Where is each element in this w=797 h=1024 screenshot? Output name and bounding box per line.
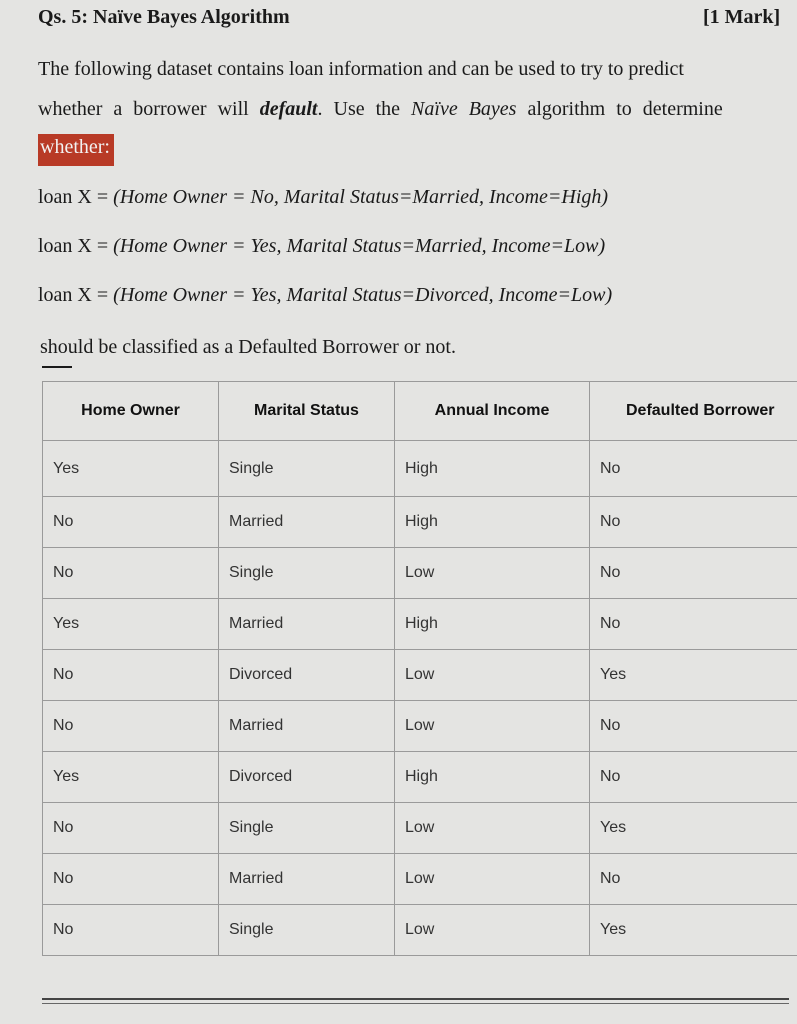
header-defaulted-borrower: Defaulted Borrower xyxy=(590,382,797,441)
cell-home-owner: No xyxy=(43,854,219,905)
cell-annual-income: High xyxy=(395,599,590,650)
loan-case-prefix: loan X = xyxy=(38,186,114,208)
cell-annual-income: Low xyxy=(395,548,590,599)
cell-annual-income: High xyxy=(395,497,590,548)
loan-case-prefix: loan X = xyxy=(38,284,114,306)
question-line-3 xyxy=(38,136,114,159)
cell-home-owner: Yes xyxy=(43,599,219,650)
cell-annual-income: Low xyxy=(395,803,590,854)
cell-home-owner: No xyxy=(43,701,219,752)
cell-defaulted: No xyxy=(590,441,797,497)
table-row xyxy=(43,441,797,497)
question-title: Qs. 5: Naïve Bayes Algorithm xyxy=(38,6,290,28)
cell-defaulted: No xyxy=(590,599,797,650)
table-row xyxy=(43,548,797,599)
cell-marital-status: Married xyxy=(219,497,395,548)
cell-home-owner: Yes xyxy=(43,441,219,497)
question-line-1: The following dataset contains loan information and can be used to try to predict xyxy=(38,58,684,80)
cell-defaulted: No xyxy=(590,854,797,905)
cell-marital-status: Single xyxy=(219,803,395,854)
cell-marital-status: Single xyxy=(219,905,395,956)
question-line-2 xyxy=(38,98,723,121)
loan-case-text: (Home Owner = Yes, Marital Status=Divorced, Income=Low) xyxy=(113,284,613,306)
cell-home-owner: No xyxy=(43,548,219,599)
line2-text-a: whether a borrower will xyxy=(38,98,260,120)
cell-marital-status: Married xyxy=(219,701,395,752)
short-dash xyxy=(42,366,72,368)
cell-defaulted: Yes xyxy=(590,905,797,956)
cell-marital-status: Single xyxy=(219,548,395,599)
highlighted-whether: whether: xyxy=(38,134,114,166)
question-line-4: should be classified as a Defaulted Borrower or not. xyxy=(40,336,456,358)
cell-defaulted: Yes xyxy=(590,650,797,701)
cell-home-owner: Yes xyxy=(43,752,219,803)
cell-home-owner: No xyxy=(43,905,219,956)
cell-annual-income: High xyxy=(395,441,590,497)
cell-marital-status: Divorced xyxy=(219,650,395,701)
cell-marital-status: Divorced xyxy=(219,752,395,803)
question-marks: [1 Mark] xyxy=(703,6,781,28)
table-row xyxy=(43,905,797,956)
header-annual-income: Annual Income xyxy=(395,382,590,441)
loan-case-1 xyxy=(38,186,608,209)
table-header-row xyxy=(43,382,797,441)
loan-case-2 xyxy=(38,235,605,258)
table-row xyxy=(43,497,797,548)
cell-defaulted: No xyxy=(590,497,797,548)
loan-case-prefix: loan X = xyxy=(38,235,114,257)
cell-marital-status: Married xyxy=(219,599,395,650)
cell-home-owner: No xyxy=(43,650,219,701)
table-row xyxy=(43,752,797,803)
table-row xyxy=(43,599,797,650)
loan-case-text: (Home Owner = Yes, Marital Status=Married, Income=Low) xyxy=(113,235,606,257)
table-row xyxy=(43,854,797,905)
cell-defaulted: Yes xyxy=(590,803,797,854)
bottom-rule-thin xyxy=(42,1003,789,1004)
cell-marital-status: Married xyxy=(219,854,395,905)
cell-defaulted: No xyxy=(590,548,797,599)
cell-annual-income: Low xyxy=(395,905,590,956)
cell-marital-status: Single xyxy=(219,441,395,497)
cell-defaulted: No xyxy=(590,752,797,803)
line2-naive-bayes: Naïve Bayes xyxy=(411,98,517,120)
loan-case-text: (Home Owner = No, Marital Status=Married, Income=High) xyxy=(113,186,609,208)
cell-annual-income: High xyxy=(395,752,590,803)
line2-default-word: default xyxy=(259,98,318,120)
cell-home-owner: No xyxy=(43,497,219,548)
line2-text-c: . Use the xyxy=(317,98,412,120)
header-home-owner: Home Owner xyxy=(43,382,219,441)
loan-case-3 xyxy=(38,284,612,307)
table-row xyxy=(43,701,797,752)
table-row xyxy=(43,803,797,854)
cell-annual-income: Low xyxy=(395,701,590,752)
loan-dataset-table xyxy=(42,381,797,956)
cell-defaulted: No xyxy=(590,701,797,752)
bottom-rule xyxy=(42,998,789,1000)
cell-annual-income: Low xyxy=(395,854,590,905)
table-row xyxy=(43,650,797,701)
header-marital-status: Marital Status xyxy=(219,382,395,441)
line2-text-e: algorithm to determine xyxy=(516,98,723,120)
cell-home-owner: No xyxy=(43,803,219,854)
cell-annual-income: Low xyxy=(395,650,590,701)
